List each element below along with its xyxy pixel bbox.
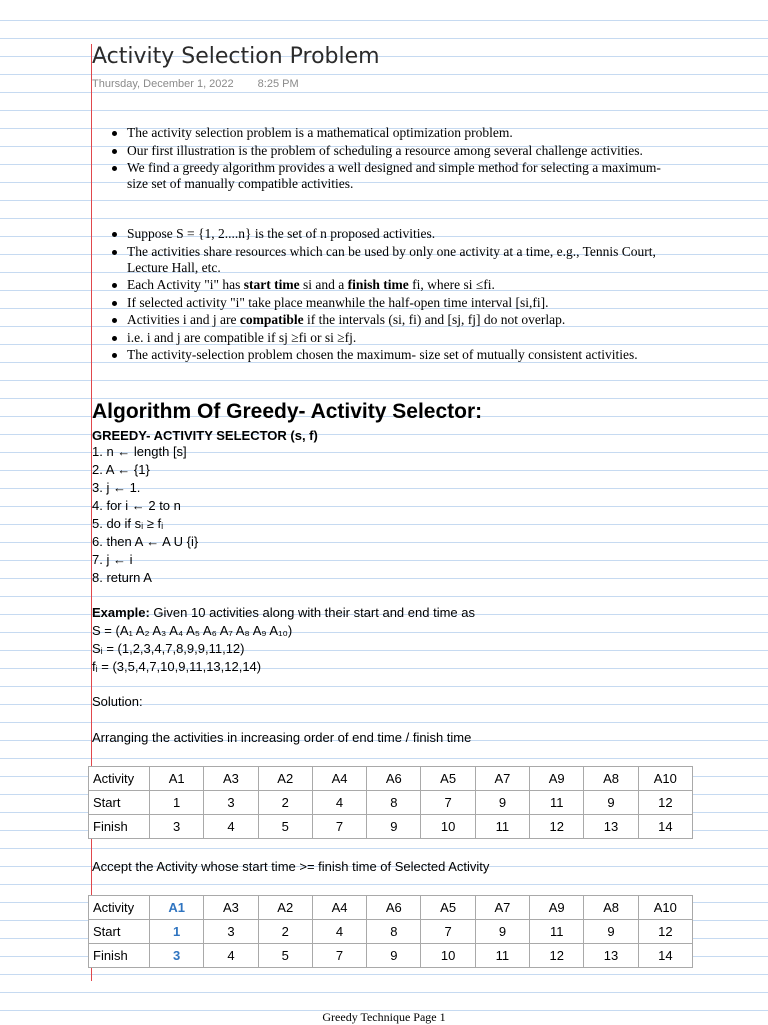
table-cell: 7 <box>312 944 366 968</box>
table-cell: 2 <box>258 920 312 944</box>
table-cell: A6 <box>367 896 421 920</box>
page-time: 8:25 PM <box>257 78 299 90</box>
table-cell: 9 <box>367 815 421 839</box>
page-timestamp <box>92 78 299 90</box>
table-cell: 10 <box>421 944 475 968</box>
selected-activities-table <box>88 895 693 968</box>
table-cell: 3 <box>204 791 258 815</box>
bold-term: start time <box>243 277 300 292</box>
table-cell: A3 <box>204 767 258 791</box>
table-cell: 10 <box>421 815 475 839</box>
table-row <box>89 815 693 839</box>
example-intro-text: Given 10 activities along with their start and end time as <box>149 605 475 620</box>
list-item: We find a greedy algorithm provides a well designed and simple method for selecting a maximum- size set of manually compatible activities. <box>109 160 669 192</box>
accept-text: Accept the Activity whose start time >= finish time of Selected Activity <box>92 859 490 874</box>
selected-cell: 3 <box>150 944 204 968</box>
list-item: The activity selection problem is a mathematical optimization problem. <box>109 125 669 141</box>
table-cell: 12 <box>638 920 692 944</box>
table-row <box>89 944 693 968</box>
page-date: Thursday, December 1, 2022 <box>92 78 234 90</box>
definition-bullet-list <box>109 226 669 365</box>
table-cell: 11 <box>475 815 529 839</box>
text-run: if the intervals (si, fi) and [sj, fj] do not overlap. <box>303 312 566 327</box>
algorithm-step: 8. return A <box>92 570 152 585</box>
table-cell: 13 <box>584 944 638 968</box>
table-cell: A9 <box>530 767 584 791</box>
table-cell: 8 <box>367 920 421 944</box>
list-item <box>109 277 669 293</box>
table-row <box>89 896 693 920</box>
text-run: Activities i and j are <box>127 312 240 327</box>
list-item: The activities share resources which can be used by only one activity at a time, e.g., Tennis Court, Lecture Hall, etc. <box>109 244 669 276</box>
text-run: Each Activity "i" has <box>127 277 244 292</box>
intro-bullet-list <box>109 125 669 194</box>
table-cell: Activity <box>89 896 150 920</box>
algorithm-heading: Algorithm Of Greedy- Activity Selector: <box>92 400 483 423</box>
table-cell: 11 <box>530 791 584 815</box>
table-cell: Finish <box>89 944 150 968</box>
table-cell: Activity <box>89 767 150 791</box>
table-cell: A2 <box>258 896 312 920</box>
table-cell: 12 <box>638 791 692 815</box>
table-cell: 9 <box>475 920 529 944</box>
table-cell: A5 <box>421 896 475 920</box>
table-cell: A10 <box>638 767 692 791</box>
table-cell: 14 <box>638 944 692 968</box>
text-run: si and a <box>299 277 348 292</box>
solution-label: Solution: <box>92 694 143 709</box>
page-title: Activity Selection Problem <box>92 44 380 69</box>
table-cell: 4 <box>204 944 258 968</box>
selected-cell: A1 <box>150 896 204 920</box>
algorithm-step: 4. for i ← 2 to n <box>92 498 181 513</box>
table-cell: A7 <box>475 896 529 920</box>
table-cell: A7 <box>475 767 529 791</box>
table-cell: 4 <box>204 815 258 839</box>
table-cell: A8 <box>584 896 638 920</box>
table-cell: 2 <box>258 791 312 815</box>
table-cell: A3 <box>204 896 258 920</box>
table-cell: Finish <box>89 815 150 839</box>
table-cell: A5 <box>421 767 475 791</box>
table-cell: 9 <box>475 791 529 815</box>
table-cell: 9 <box>584 920 638 944</box>
table-cell: 3 <box>204 920 258 944</box>
example-fi-line: fᵢ = (3,5,4,7,10,9,11,13,12,14) <box>92 659 262 674</box>
table-cell: 5 <box>258 815 312 839</box>
list-item: The activity-selection problem chosen the maximum- size set of mutually consistent activities. <box>109 347 669 363</box>
table-row <box>89 920 693 944</box>
table-cell: A4 <box>312 767 366 791</box>
list-item <box>109 312 669 328</box>
table-cell: A1 <box>150 767 204 791</box>
table-cell: 13 <box>584 815 638 839</box>
text-run: fi, where si ≤fi. <box>408 277 495 292</box>
algorithm-step: 5. do if sᵢ ≥ fᵢ <box>92 516 164 531</box>
table-cell: A8 <box>584 767 638 791</box>
sorted-activities-table <box>88 766 693 839</box>
table-cell: 14 <box>638 815 692 839</box>
list-item: Our first illustration is the problem of scheduling a resource among several challenge activities. <box>109 143 669 159</box>
table-cell: 8 <box>367 791 421 815</box>
table-cell: 7 <box>421 920 475 944</box>
algorithm-steps <box>92 443 198 587</box>
table-cell: A9 <box>530 896 584 920</box>
example-intro <box>92 604 475 622</box>
table-cell: 12 <box>530 944 584 968</box>
arranging-text: Arranging the activities in increasing order of end time / finish time <box>92 730 472 745</box>
table-cell: Start <box>89 920 150 944</box>
table-cell: 3 <box>150 815 204 839</box>
table-cell: 11 <box>475 944 529 968</box>
table-cell: 9 <box>367 944 421 968</box>
table-cell: A6 <box>367 767 421 791</box>
list-item: i.e. i and j are compatible if sj ≥fi or si ≥fj. <box>109 330 669 346</box>
example-s-line: S = (A₁ A₂ A₃ A₄ A₅ A₆ A₇ A₈ A₉ A₁₀) <box>92 623 293 638</box>
table-cell: 4 <box>312 920 366 944</box>
table-cell: 4 <box>312 791 366 815</box>
algorithm-step: 6. then A ← A U {i} <box>92 534 199 549</box>
table-cell: 11 <box>530 920 584 944</box>
table-cell: 1 <box>150 791 204 815</box>
algorithm-step: 3. j ← 1. <box>92 480 141 495</box>
algorithm-subheading: GREEDY- ACTIVITY SELECTOR (s, f) <box>92 428 318 443</box>
example-label: Example: <box>92 605 150 620</box>
algorithm-step: 7. j ← i <box>92 552 133 567</box>
example-si-line: Sᵢ = (1,2,3,4,7,8,9,9,11,12) <box>92 641 245 656</box>
table-cell: 5 <box>258 944 312 968</box>
table-cell: A10 <box>638 896 692 920</box>
table-row <box>89 767 693 791</box>
list-item: Suppose S = {1, 2....n} is the set of n proposed activities. <box>109 226 669 242</box>
list-item: If selected activity "i" take place meanwhile the half-open time interval [si,fi]. <box>109 295 669 311</box>
table-cell: A2 <box>258 767 312 791</box>
algorithm-step: 2. A ← {1} <box>92 462 150 477</box>
page-footer: Greedy Technique Page 1 <box>322 1010 446 1024</box>
table-cell: 12 <box>530 815 584 839</box>
algorithm-step: 1. n ← length [s] <box>92 444 187 459</box>
table-cell: 7 <box>421 791 475 815</box>
bold-term: finish time <box>347 277 409 292</box>
table-cell: 7 <box>312 815 366 839</box>
bold-term: compatible <box>239 312 304 327</box>
table-cell: A4 <box>312 896 366 920</box>
table-cell: 9 <box>584 791 638 815</box>
table-cell: Start <box>89 791 150 815</box>
table-row <box>89 791 693 815</box>
selected-cell: 1 <box>150 920 204 944</box>
